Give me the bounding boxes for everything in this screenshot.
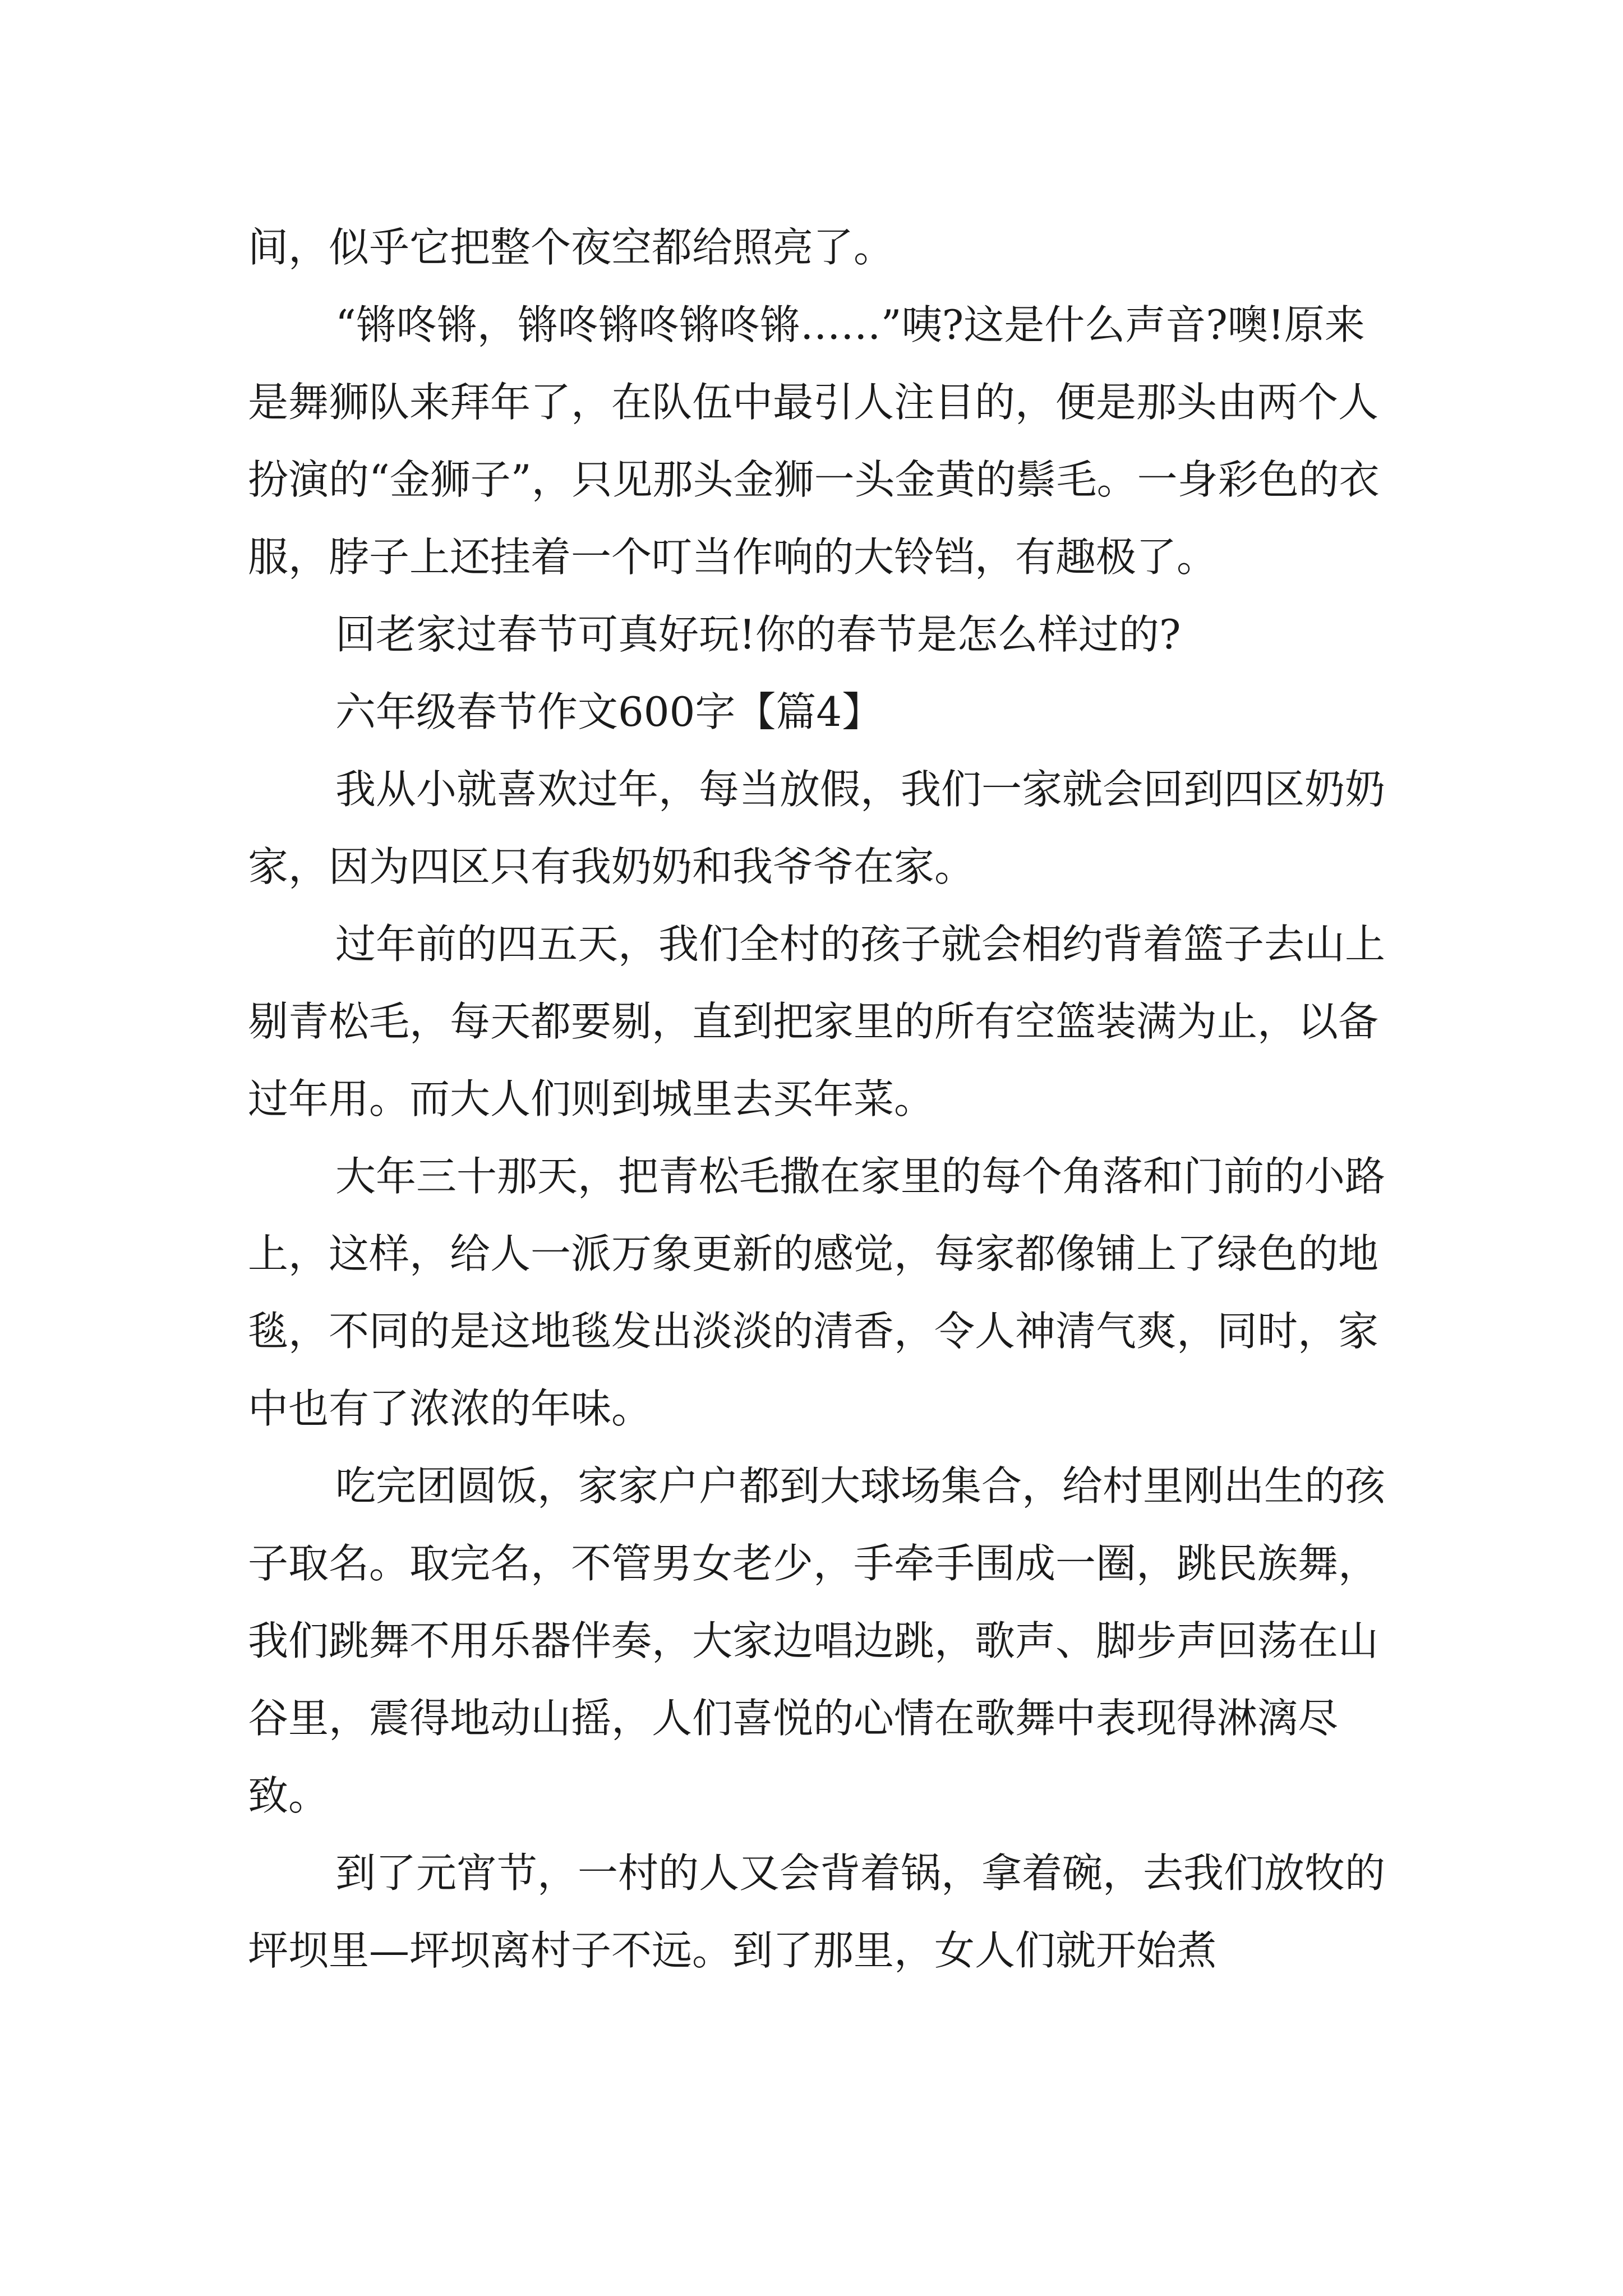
paragraph-lantern-festival: 到了元宵节，一村的人又会背着锅，拿着碗，去我们放牧的坪坝里—坪坝离村子不远。到了那里，女人们就开始煮 — [248, 1849, 1386, 1974]
paragraph-fireworks-end: 间，似乎它把整个夜空都给照亮了。 — [248, 224, 895, 271]
paragraph-lion-dance: “锵咚锵，锵咚锵咚锵咚锵……”咦?这是什么声音?噢!原来是舞狮队来拜年了，在队伍中最引人注目的，便是那头由两个人扮演的“金狮子”，只见那头金狮一头金黄的鬃毛。一身彩色的衣服，脖子上还挂着一个叮当作响的大铃铛，有趣极了。 — [248, 301, 1380, 581]
paragraph-new-years-eve: 大年三十那天，把青松毛撒在家里的每个角落和门前的小路上，这样，给人一派万象更新的感觉，每家都像铺上了绿色的地毯，不同的是这地毯发出淡淡的清香，令人神清气爽，同时，家中也有了浓浓的年味。 — [248, 1153, 1386, 1432]
paragraph-love-new-year: 我从小就喜欢过年，每当放假，我们一家就会回到四区奶奶家，因为四区只有我奶奶和我爷爷在家。 — [248, 766, 1386, 890]
paragraph-pine-needles: 过年前的四五天，我们全村的孩子就会相约背着篮子去山上剔青松毛，每天都要剔，直到把家里的所有空篮装满为止，以备过年用。而大人们则到城里去买年菜。 — [248, 921, 1386, 1122]
paragraph-reunion-dinner: 吃完团圆饭，家家户户都到大球场集合，给村里刚出生的孩子取名。取完名，不管男女老少，手牵手围成一圈，跳民族舞，我们跳舞不用乐器伴奏，大家边唱边跳，歌声、脚步声回荡在山谷里，震得地动山摇，人们喜悦的心情在歌舞中表现得淋漓尽致。 — [248, 1462, 1386, 1819]
essay-heading: 六年级春节作文600字【篇4】 — [335, 688, 883, 735]
article-body — [248, 209, 1392, 1989]
paragraph-closing-question: 回老家过春节可真好玩!你的春节是怎么样过的? — [335, 611, 1181, 658]
